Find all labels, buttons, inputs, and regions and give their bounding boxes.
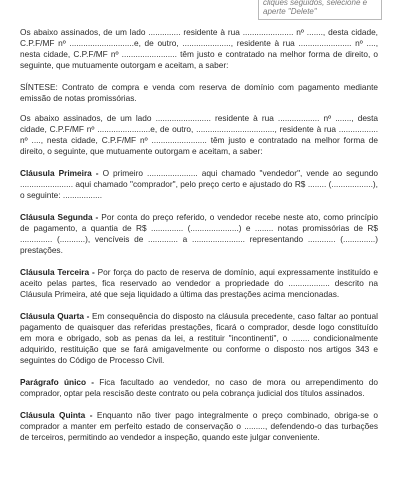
parties-paragraph-1: Os abaixo assinados, de um lado .............. residente à rua ...................... nº ......., desta cidade, C.P.F/MF nº ............................e, de outro, ....................., residente à rua ....................... nº ...., nesta cidade, C.P.F/MF nº ........................ têm justo e contratado na melhor forma de direito, o seguinte, que mutuamente outorgam e aceitam, a saber:	[20, 27, 378, 70]
clause-second-title: Cláusula Segunda -	[20, 212, 99, 222]
clause-second	[20, 212, 378, 256]
clause-fifth	[20, 410, 378, 443]
sole-paragraph	[20, 377, 378, 399]
clause-third-text: Por força do pacto de reserva de domínio, aqui expressamente instituído e aceito pelas partes, fica reservado ao vendedor a propriedade do .................. descrito na Cláusula Primeira, até que seja liquidado a última das prestações acima mencionadas.	[20, 267, 378, 299]
clause-fifth-text: Enquanto não tiver pago integralmente o preço combinado, obriga-se o comprador a manter em perfeito estado de conservação o ........., defendendo-o das turbações de terceiros, permitindo ao vendedor a inspeção, quando este julgar conveniente.	[20, 410, 378, 442]
clause-fourth-text: Em consequência do disposto na cláusula precedente, caso faltar ao pontual pagamento de quaisquer das referidas prestações, ficará o comprador, desde logo constituído em mora e obrigado, sob as penas da lei, a restituir "incontinenti", o ........ condicionalmente adquirido, restituição que se fará amigavelmente ou conforme o disposto nos artigos 343 e seguintes do Código de Processo Civil.	[20, 311, 378, 365]
contract-body	[20, 27, 378, 454]
instruction-tooltip	[258, 0, 382, 20]
clause-fourth-title: Cláusula Quarta -	[20, 311, 90, 321]
parties-paragraph-2: Os abaixo assinados, de um lado ........................ residente à rua .................. nº ......., desta cidade, C.P.F/MF nº .......................e, de outro, .................................., residente à rua ................. nº ...., nesta cidade, C.P.F/MF nº ........................ têm justo e contratado na melhor forma de direito, o seguinte, que mutuamente outorgam e aceitam, a saber:	[20, 113, 378, 156]
clause-second-text: Por conta do preço referido, o vendedor recebe neste ato, como princípio de pagamento, a quantia de R$ .............. (.....................) e ........ notas promissórias de R$ .............. (...........), vencíveis de ............. a ....................... representando ............ (..............) prestações.	[20, 212, 378, 255]
clause-first	[20, 168, 378, 201]
sole-paragraph-text: Fica facultado ao vendedor, no caso de mora ou arrependimento do comprador, optar pela rescisão deste contrato ou pela cobrança judicial dos títulos assinados.	[20, 377, 379, 398]
clause-fifth-title: Cláusula Quinta -	[20, 410, 93, 420]
synthesis-paragraph: SÍNTESE: Contrato de compra e venda com reserva de domínio com pagamento mediante emissão de notas promissórias.	[20, 82, 378, 103]
tooltip-text: cliques seguidos, selecione e apertе "Delete"	[263, 0, 368, 16]
clause-first-text: O primeiro ...................... aqui chamado "vendedor", vende ao segundo ....................... aqui chamado "comprador", pelo preço certo e ajustado do R$ ........ (..................), o seguinte: .................	[20, 168, 378, 200]
clause-third	[20, 267, 378, 300]
clause-fourth	[20, 311, 378, 366]
clause-third-title: Cláusula Terceira -	[20, 267, 95, 277]
clause-first-title: Cláusula Primeira -	[20, 168, 99, 178]
sole-paragraph-title: Parágrafo único -	[20, 377, 95, 387]
